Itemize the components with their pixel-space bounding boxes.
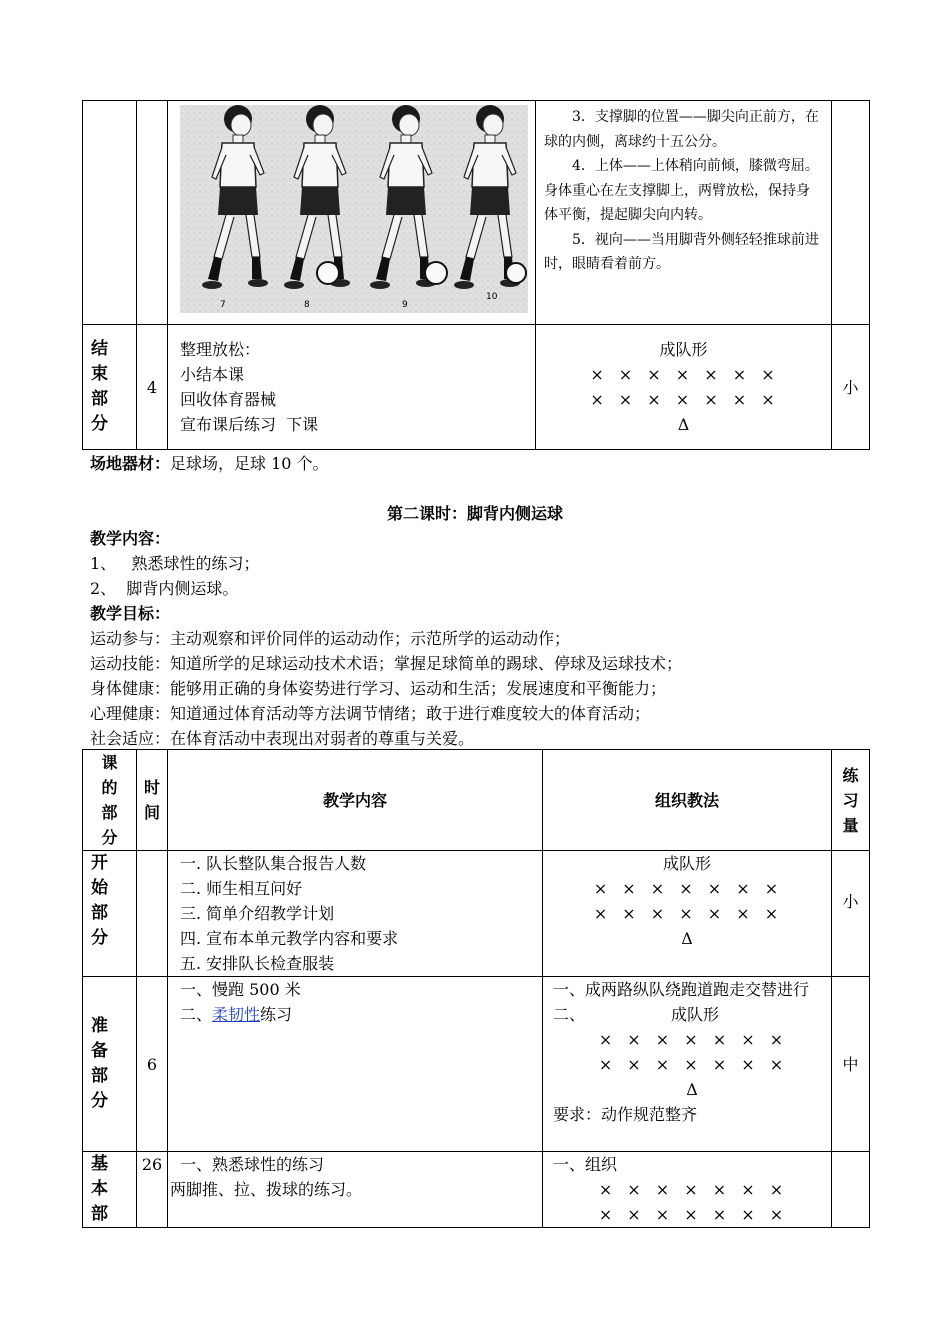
equipment-value: 足球场，足球 10 个。	[170, 454, 329, 473]
teaching-content-heading: 教学内容：	[90, 529, 171, 548]
header-amount-char-3: 量	[842, 815, 859, 835]
end-char-1: 结	[91, 339, 108, 359]
basic-org-row-2: × × × × × × ×	[598, 1205, 786, 1224]
basic-char-2: 本	[91, 1179, 108, 1199]
ball-2	[425, 262, 447, 284]
prep-org-2-prefix: 二、	[553, 1005, 586, 1024]
top-time-cell	[137, 101, 168, 325]
basic-content-2: 两脚推、拉、拨球的练习。	[170, 1180, 363, 1199]
end-content-2: 小结本课	[180, 365, 245, 384]
prep-content-2	[180, 1002, 542, 1027]
start-section-label	[83, 851, 137, 977]
top-part-cell	[83, 101, 137, 325]
step-4: 4．上体——上体稍向前倾，膝微弯屈。身体重心在左支撑脚上，两臂放松，保持身体平衡，提起脚尖向内转。	[544, 158, 819, 223]
start-org-title: 成队形	[662, 854, 711, 873]
flexibility-link[interactable]: 柔韧性	[212, 1005, 261, 1024]
end-org-triangle: Δ	[677, 415, 690, 434]
teaching-content-item-1: 1、 熟悉球性的练习；	[90, 554, 260, 573]
start-char-4: 分	[91, 928, 108, 948]
equipment-label: 场地器材：	[90, 454, 171, 473]
header-time-char-1: 时	[143, 778, 160, 797]
basic-org	[543, 1152, 832, 1228]
prep-org-row-1: × × × × × × ×	[598, 1030, 786, 1049]
end-content-4: 宣布课后练习 下课	[180, 415, 319, 434]
top-table	[82, 100, 870, 450]
prep-section-label	[83, 977, 137, 1152]
teaching-content-item-2: 2、 脚背内侧运球。	[90, 579, 239, 598]
start-amount: 小	[832, 851, 870, 977]
start-content-4: 四. 宣布本单元教学内容和要求	[180, 929, 399, 948]
goal-2: 运动技能：知道所学的足球运动技术术语；掌握足球简单的踢球、停球及运球技术；	[90, 654, 683, 673]
basic-section-label	[83, 1152, 137, 1228]
start-content-1: 一. 队长整队集合报告人数	[180, 854, 367, 873]
start-char-2: 始	[91, 878, 108, 898]
basic-char-3: 部	[91, 1204, 108, 1224]
header-content: 教学内容	[168, 750, 543, 851]
header-part-char-4: 分	[101, 828, 118, 847]
header-amount-char-1: 练	[842, 765, 859, 785]
header-time-char-2: 间	[143, 803, 160, 822]
start-char-1: 开	[91, 853, 108, 873]
end-org-title: 成队形	[659, 340, 708, 359]
basic-org-row-1: × × × × × × ×	[598, 1180, 786, 1199]
end-contents	[168, 325, 536, 450]
prep-content-2-suffix: 练习	[260, 1005, 293, 1024]
prep-org-requirement: 要求：动作规范整齐	[553, 1105, 698, 1124]
caption-9: 9	[402, 300, 408, 310]
caption-8: 8	[304, 300, 310, 310]
start-org-triangle: Δ	[681, 929, 693, 948]
start-org	[543, 851, 832, 977]
end-org	[536, 325, 832, 450]
prep-content-2-prefix: 二、	[180, 1005, 213, 1024]
start-char-3: 部	[91, 903, 108, 923]
prep-org-2-title: 成队形	[671, 1005, 720, 1024]
goal-3: 身体健康：能够用正确的身体姿势进行学习、运动和生活；发展速度和平衡能力；	[90, 679, 667, 698]
start-time	[137, 851, 168, 977]
equipment-line	[90, 451, 329, 476]
goal-5: 社会适应：在体育活动中表现出对弱者的尊重与关爱。	[90, 729, 475, 748]
steps-cell	[536, 101, 832, 325]
header-time	[137, 750, 168, 851]
lesson-title: 第二课时：脚背内侧运球	[386, 504, 563, 523]
dribbling-illustration	[180, 105, 528, 313]
step-5: 5．视向——当用脚背外侧轻轻推球前进时，眼睛看着前方。	[544, 231, 819, 272]
start-content-3: 三. 简单介绍教学计划	[180, 904, 335, 923]
prep-char-4: 分	[91, 1091, 108, 1111]
end-org-row-2: × × × × × × ×	[590, 390, 777, 409]
end-char-4: 分	[91, 414, 108, 434]
end-char-3: 部	[91, 389, 108, 409]
lesson-table	[82, 749, 870, 1228]
start-content-2: 二. 师生相互问好	[180, 879, 303, 898]
prep-char-3: 部	[91, 1066, 108, 1086]
caption-7: 7	[220, 300, 226, 310]
end-content-1: 整理放松：	[180, 340, 261, 359]
illustration-cell	[168, 101, 536, 325]
prep-org-2	[553, 1002, 831, 1027]
header-part-char-3: 部	[101, 803, 118, 822]
prep-org-triangle: Δ	[686, 1080, 698, 1099]
top-amount-cell	[832, 101, 870, 325]
basic-char-1: 基	[91, 1154, 108, 1174]
ball-1	[317, 262, 339, 284]
prep-contents	[168, 977, 543, 1152]
header-org: 组织教法	[543, 750, 832, 851]
end-content-3: 回收体育器械	[180, 390, 277, 409]
end-time: 4	[137, 325, 168, 450]
prep-char-2: 备	[91, 1041, 108, 1061]
start-org-row-1: × × × × × × ×	[593, 879, 781, 898]
ball-3	[506, 263, 526, 283]
end-org-row-1: × × × × × × ×	[590, 365, 777, 384]
goal-4: 心理健康：知道通过体育活动等方法调节情绪；敢于进行难度较大的体育活动；	[90, 704, 651, 723]
start-content-5: 五. 安排队长检查服装	[180, 954, 335, 973]
basic-org-title: 一、组织	[553, 1155, 618, 1174]
teaching-goals-heading: 教学目标：	[90, 604, 171, 623]
header-amount-char-2: 习	[842, 790, 859, 810]
prep-org-1: 一、成两路纵队绕跑道跑走交替进行	[553, 980, 810, 999]
goal-1: 运动参与：主动观察和评价同伴的运动动作；示范所学的运动动作；	[90, 629, 571, 648]
end-section-label	[83, 325, 137, 450]
prep-amount: 中	[832, 977, 870, 1152]
basic-content-1: 一、熟悉球性的练习	[180, 1155, 325, 1174]
header-amount	[832, 750, 870, 851]
end-char-2: 束	[91, 364, 108, 384]
header-part-char-2: 的	[101, 778, 118, 797]
start-org-row-2: × × × × × × ×	[593, 904, 781, 923]
prep-org	[543, 977, 832, 1152]
header-part	[83, 750, 137, 851]
basic-amount	[832, 1152, 870, 1228]
basic-time: 26	[137, 1152, 168, 1228]
teaching-content	[90, 526, 682, 751]
caption-10: 10	[486, 292, 498, 302]
prep-char-1: 准	[91, 1016, 108, 1036]
start-contents	[168, 851, 543, 977]
prep-org-row-2: × × × × × × ×	[598, 1055, 786, 1074]
prep-content-1: 一、慢跑 500 米	[180, 980, 301, 999]
prep-time: 6	[137, 977, 168, 1152]
step-3: 3．支撑脚的位置——脚尖向正前方，在球的内侧，离球约十五公分。	[544, 109, 819, 150]
basic-contents	[168, 1152, 543, 1228]
end-amount: 小	[832, 325, 870, 450]
header-part-char-1: 课	[101, 753, 118, 772]
